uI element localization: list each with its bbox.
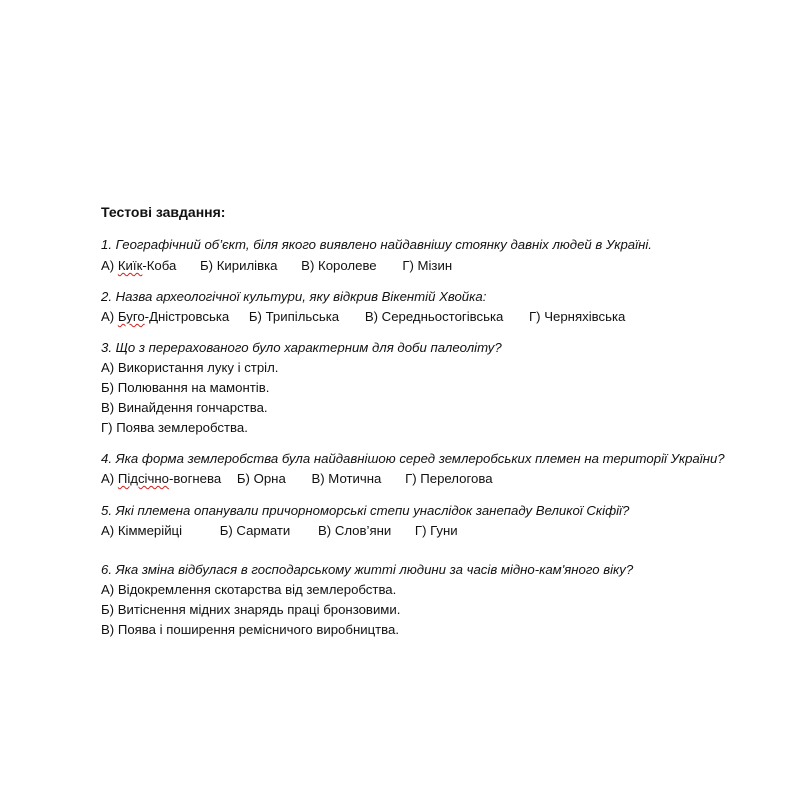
q6-option-c: В) Поява і поширення ремісничого виробництва. — [101, 622, 400, 637]
question-1-text: 1. Географічний об’єкт, біля якого виявлено найдавнішу стоянку давніх людей в Україні. — [101, 237, 652, 252]
q6-option-b: Б) Витіснення мідних знарядь праці бронзовими. — [101, 602, 401, 617]
q2-option-d: Г) Черняхівська — [529, 309, 626, 324]
q4-option-b: Б) Орна — [236, 471, 286, 486]
question-4-text: 4. Яка форма землеробства була найдавнішою серед землеробських племен на території України? — [101, 451, 725, 466]
question-2-options — [101, 308, 625, 326]
question-5-options — [101, 522, 458, 540]
q3-option-d: Г) Поява землеробства. — [101, 420, 248, 435]
q3-option-c: В) Винайдення гончарства. — [101, 400, 268, 415]
q1-option-c: В) Королеве — [301, 258, 377, 273]
q1-option-b: Б) Кирилівка — [200, 258, 278, 273]
document-page — [101, 0, 781, 637]
question-3-text: 3. Що з перерахованого було характерним для доби палеоліту? — [101, 340, 502, 355]
question-4-options — [101, 470, 493, 488]
q4-option-a: А) Підсічно-вогнева — [101, 471, 222, 486]
spellcheck-squiggle: Буго — [117, 309, 145, 324]
q6-option-a: А) Відокремлення скотарства від землеробства. — [101, 582, 397, 597]
q2-option-b: Б) Трипільська — [248, 309, 340, 324]
question-5-text: 5. Які племена опанували причорноморські степи унаслідок занепаду Великої Скіфії? — [101, 503, 630, 518]
q3-option-a: А) Використання луку і стріл. — [101, 360, 279, 375]
q2-option-a: А) Буго-Дністровська — [101, 309, 230, 324]
q2-option-c: В) Середньостогівська — [364, 309, 504, 324]
q1-option-a: А) Киїк-Коба — [101, 258, 177, 273]
q1-option-d: Г) Мізин — [402, 258, 453, 273]
question-2-text: 2. Назва археологічної культури, яку відкрив Вікентій Хвойка: — [101, 289, 487, 304]
q5-option-d: Г) Гуни — [414, 523, 458, 538]
spellcheck-squiggle: Підсічно — [117, 471, 169, 486]
q3-option-b: Б) Полювання на мамонтів. — [101, 380, 270, 395]
q5-option-b: Б) Сармати — [219, 523, 291, 538]
page-heading: Тестові завдання: — [101, 204, 226, 220]
q4-option-d: Г) Перелогова — [405, 471, 493, 486]
q5-option-a: А) Кіммерійці — [101, 523, 183, 538]
question-1-options — [101, 257, 452, 275]
question-6-text: 6. Яка зміна відбулася в господарському житті людини за часів мідно-кам'яного віку? — [101, 562, 634, 577]
q5-option-c: В) Слов’яни — [317, 523, 392, 538]
spellcheck-squiggle: Киїк — [117, 258, 143, 273]
q4-option-c: В) Мотична — [311, 471, 382, 486]
